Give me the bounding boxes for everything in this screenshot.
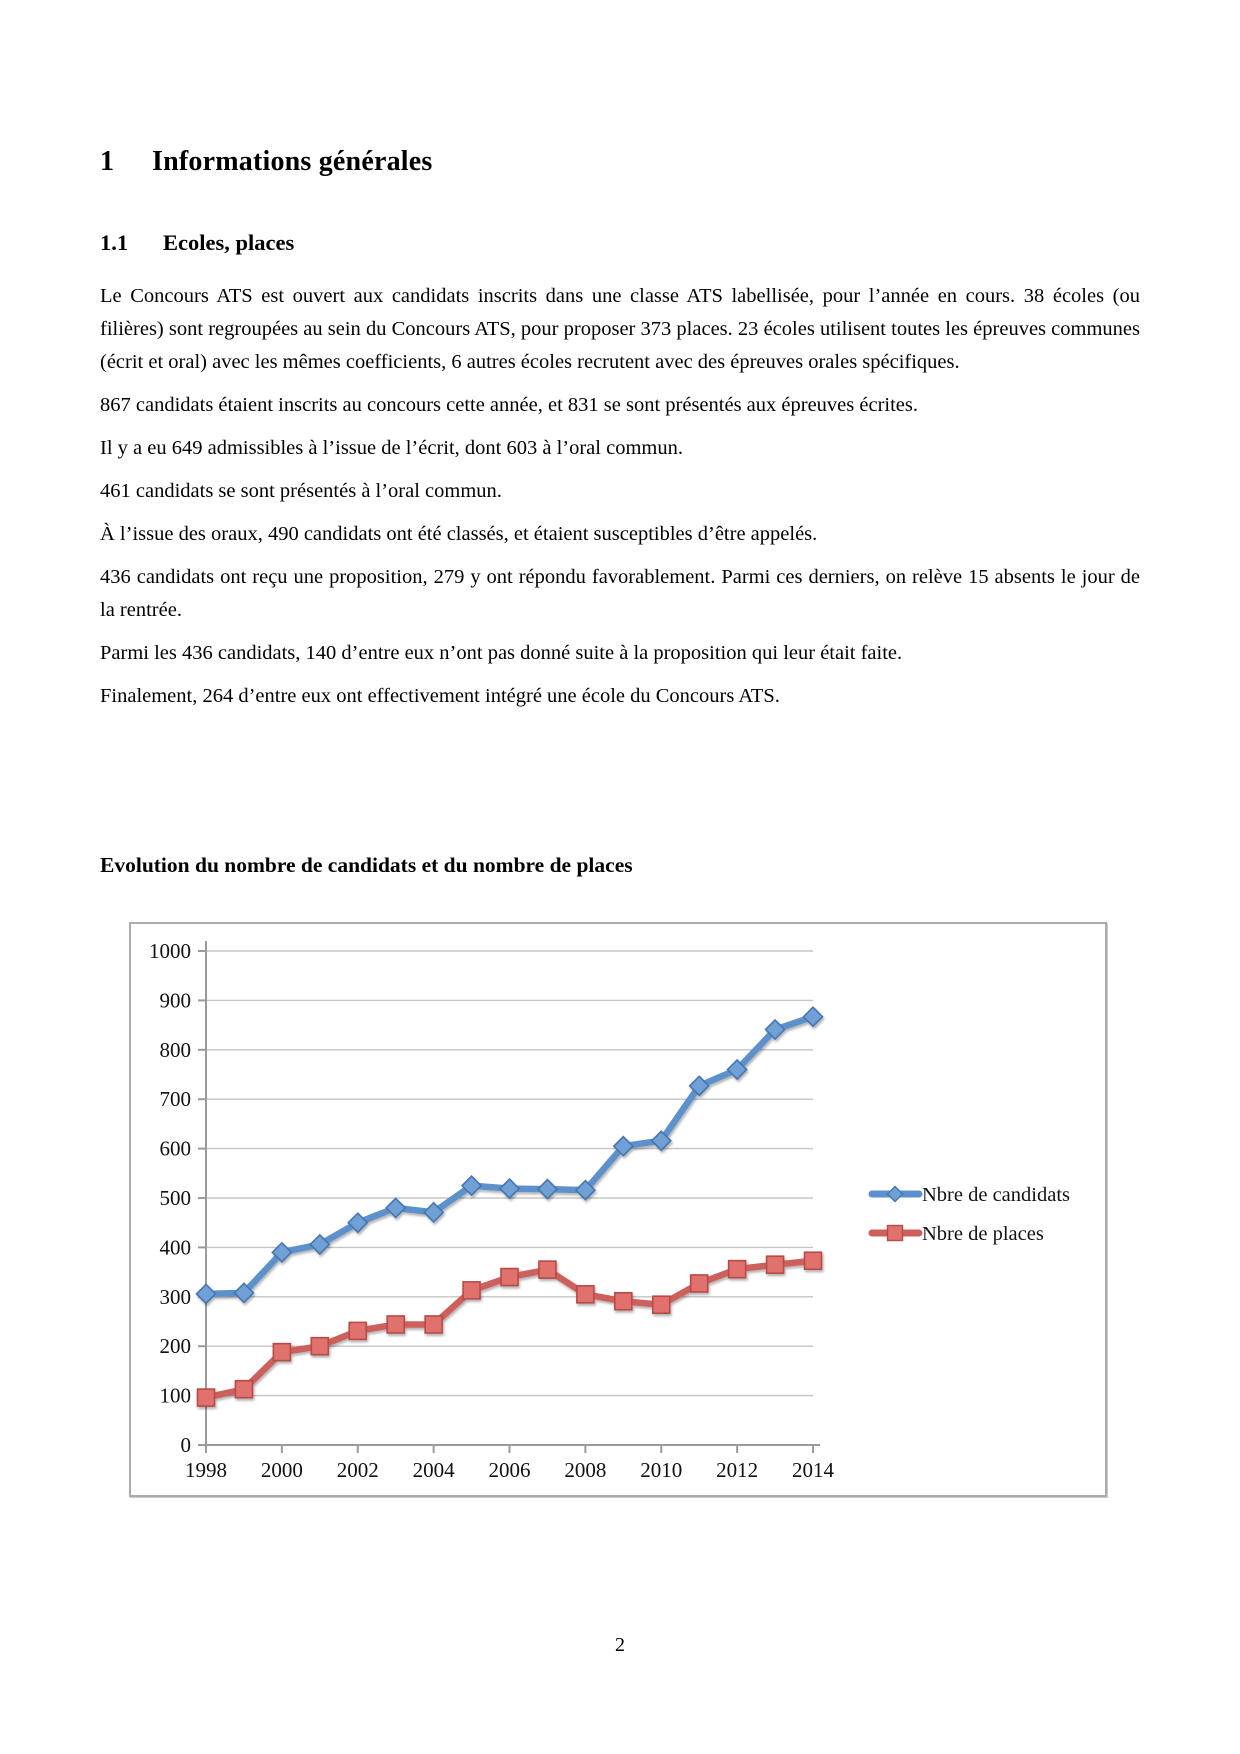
data-point	[197, 1284, 216, 1303]
paragraph-sans-suite: Parmi les 436 candidats, 140 d’entre eux n’ont pas donné suite à la proposition qui leur était faite.	[100, 642, 903, 664]
series-places	[198, 1252, 822, 1406]
data-point	[311, 1338, 328, 1355]
section-number: 1	[100, 146, 115, 177]
paragraph-integres: Finalement, 264 d’entre eux ont effectivement intégré une école du Concours ATS.	[100, 685, 780, 707]
paragraph-propositions: 436 candidats ont reçu une proposition, 279 y ont répondu favorablement. Parmi ces derniers, on relève 15 absents le jour de la rentrée.	[100, 566, 1140, 621]
section-title: Informations générales	[152, 146, 433, 177]
paragraph-intro: Le Concours ATS est ouvert aux candidats inscrits dans une classe ATS labellisée, pour l’année en cours. 38 écoles (ou filières) sont regroupées au sein du Concours ATS, pour proposer 373 places. 23 écoles utilisent toutes les épreuves communes (écrit et oral) avec les mêmes coefficients, 6 autres écoles recrutent avec des épreuves orales spécifiques.	[100, 285, 1140, 373]
data-point	[501, 1269, 518, 1286]
y-axis-label: 300	[159, 1284, 191, 1309]
legend-marker-icon	[888, 1187, 903, 1202]
chart-legend	[872, 1184, 1070, 1245]
data-point	[653, 1296, 670, 1313]
data-point	[804, 1007, 823, 1026]
legend-label: Nbre de candidats	[922, 1184, 1070, 1206]
page-number: 2	[615, 1634, 625, 1656]
y-axis-label: 700	[159, 1087, 191, 1112]
data-point	[538, 1180, 557, 1199]
evolution-chart-frame	[129, 922, 1107, 1497]
y-axis-label: 400	[159, 1235, 191, 1260]
x-axis-label: 1998	[185, 1458, 227, 1482]
data-point	[463, 1282, 480, 1299]
y-axis-label: 900	[159, 988, 191, 1013]
data-point	[615, 1293, 632, 1310]
body-paragraphs	[100, 280, 1140, 713]
series-candidats	[197, 1007, 823, 1303]
section-heading	[100, 146, 1140, 178]
data-point	[805, 1252, 822, 1269]
data-point	[729, 1261, 746, 1278]
subsection-number: 1.1	[100, 230, 129, 255]
y-axis-label: 200	[159, 1334, 191, 1359]
subsection-heading	[100, 230, 1140, 256]
legend-marker-icon	[888, 1226, 903, 1241]
chart-heading: Evolution du nombre de candidats et du nombre de places	[100, 853, 633, 877]
gridlines	[206, 951, 813, 1396]
y-axis-label: 600	[159, 1136, 191, 1161]
legend-item	[872, 1184, 1070, 1206]
x-axis-label: 2000	[260, 1458, 303, 1482]
x-axis-label: 2006	[488, 1458, 531, 1482]
data-point	[387, 1316, 404, 1333]
x-axis-label: 2002	[336, 1458, 379, 1482]
data-point	[767, 1256, 784, 1273]
subsection-title: Ecoles, places	[163, 230, 295, 255]
x-axis-label: 2004	[412, 1458, 455, 1482]
data-point	[198, 1389, 215, 1406]
y-axis-label: 500	[159, 1186, 191, 1210]
data-point	[386, 1198, 405, 1217]
x-axis-labels	[185, 1458, 835, 1482]
data-point	[273, 1344, 290, 1361]
y-axis-label: 800	[159, 1037, 191, 1062]
data-point	[349, 1322, 366, 1339]
x-axis-label: 2014	[792, 1458, 834, 1482]
x-axis-label: 2010	[640, 1458, 683, 1482]
legend-item	[872, 1223, 1044, 1245]
page-content	[0, 146, 1240, 1497]
x-axis-label: 2012	[716, 1458, 759, 1482]
data-point	[425, 1316, 442, 1333]
paragraph-inscrits: 867 candidats étaient inscrits au concours cette année, et 831 se sont présentés aux épreuves écrites.	[100, 394, 918, 416]
paragraph-admissibles: Il y a eu 649 admissibles à l’issue de l’écrit, dont 603 à l’oral commun.	[100, 437, 683, 459]
y-axis-label: 100	[159, 1383, 191, 1408]
evolution-chart	[131, 924, 1105, 1495]
data-point	[235, 1381, 252, 1398]
paragraph-oral: 461 candidats se sont présentés à l’oral commun.	[100, 480, 502, 502]
y-axis-label: 0	[180, 1433, 191, 1457]
y-axis-labels	[149, 939, 191, 1457]
data-point	[577, 1286, 594, 1303]
data-point	[691, 1275, 708, 1292]
y-axis-label: 1000	[149, 939, 191, 963]
data-point	[539, 1261, 556, 1278]
paragraph-classes: À l’issue des oraux, 490 candidats ont été classés, et étaient susceptibles d’être appelés.	[100, 523, 818, 545]
x-axis-label: 2008	[564, 1458, 607, 1482]
data-point	[500, 1179, 519, 1198]
legend-label: Nbre de places	[922, 1223, 1044, 1245]
